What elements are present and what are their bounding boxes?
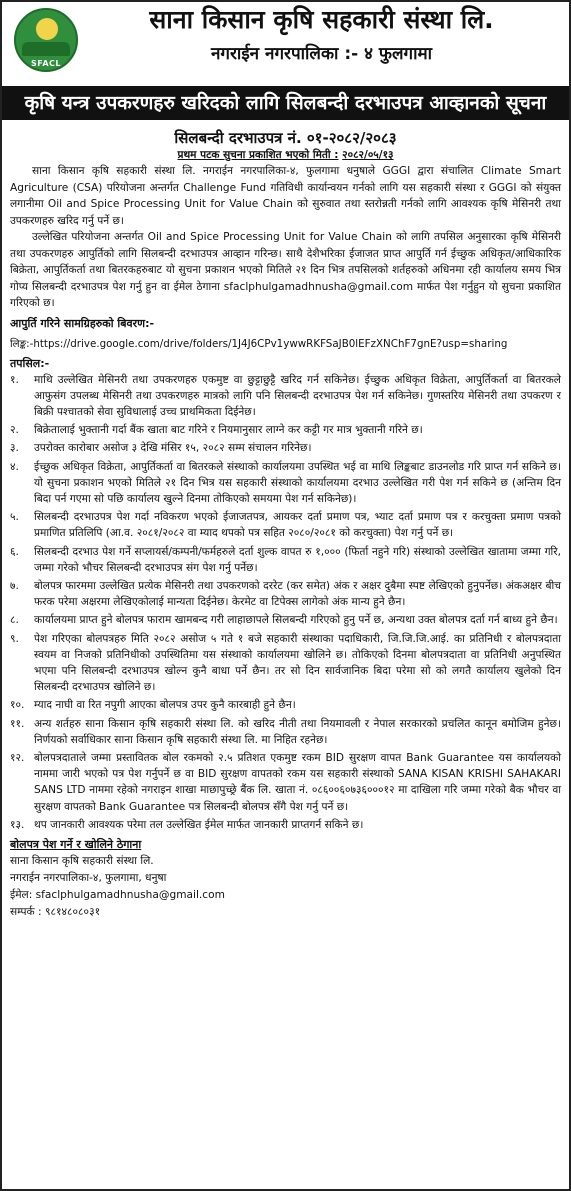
link-label: लिङ्क:-: [10, 337, 34, 350]
condition-text: सिलबन्दी दरभाउपत्र पेश गर्दा नविकरण भएको ईजाजतपत्र, आयकर दर्ता प्रमाण पत्र, भ्याट दर्ता प्रमाण पत्र र करचुक्ता प्रमाण पत्रको प्रमाणित प्रतिलिपि (आ.व. २०८१/२०८२ वा म्याद थपको पत्र सहित २०८०/२०८१ को करचुक्ता) पेश गर्नु पर्ने छ।: [34, 511, 561, 540]
tapsil-heading: तपसिल:-: [10, 356, 50, 370]
condition-item: [10, 716, 561, 748]
condition-text: ईच्छुक अधिकृत विक्रेता, आपुर्तिकर्ता वा बितरकले संस्थाको कार्यालयमा उपस्थित भई वा माथि लिङ्कबाट डाउनलोड गरि प्राप्त गर्न सकिने छ। यो सुचना प्रकाशन भएको मितिले २१ दिन भित्र यस सहकारी संस्थाको कार्यालयमा दरभाउ उल्लेखित गरी पेश गर्न सकिने छ (अन्तिम दिन बिदा पर्न गएमा सो पछि कार्यालय खुल्ने दिनमा तोकिएको समयमा पेश गर्न सकिनेछ)।: [34, 460, 561, 505]
org-name: साना किसान कृषि सहकारी संस्था लि.: [149, 5, 494, 34]
first-publication-date: २०८२/०५/१३: [342, 149, 394, 161]
condition-number: ५.: [10, 511, 19, 524]
condition-item: [10, 631, 561, 696]
condition-item: [10, 544, 561, 576]
intro-paragraph: साना किसान कृषि सहकारी संस्था लि. नगराईन नगरपालिका-४, फुलगामा धनुषाले GGGI द्वारा संचालित Climate Smart Agriculture (CSA) परियोजना अन्तर्गत Challenge Fund गतिविधी कार्यान्वयन गर्नको लागि यस सहकारी संस्था र GGGI को संयुक्त लगानीमा Oil and Spice Processing Unit for Value Chain को सुरुवात तथा स्तरोन्नती गर्नको लागि आवश्यक कृषि मेसिनरी तथा उपकरणहरु खरिद गर्नु पर्ने छ।: [10, 165, 561, 227]
condition-item: [10, 612, 561, 628]
condition-number: ३.: [10, 442, 19, 455]
drive-link[interactable]: https://drive.google.com/drive/folders/1J4J6CPv1ywwRKFSaJB0lEFzXNChF7gnE?usp=sharing: [33, 337, 508, 350]
condition-number: १३.: [10, 818, 25, 831]
condition-item: [10, 578, 561, 610]
condition-text: थप जानकारी आवश्यक परेमा तल उल्लेखित ईमेल मार्फत जानकारी प्राप्तगर्न सकिने छ।: [34, 818, 364, 831]
field-icon: [22, 42, 70, 56]
condition-number: ८.: [10, 614, 19, 627]
condition-text: अन्य शर्तहरु साना किसान कृषि सहकारी संस्था लि. को खरिद नीती तथा नियमावली र नेपाल सरकारको प्रचलित कानून बमोजिम हुनेछ। निर्णयको सर्वाधिकार साना किसान कृषि सहकारी संस्था लि. मा निहित रहनेछ।: [34, 717, 561, 746]
condition-text: बिक्रेतालाई भुक्तानी गर्दा बैंक खाता बाट गरिने र नियमानुसार लाग्ने कर कट्टी गर मात्र भुक्तानी गरिने छ।: [34, 424, 423, 437]
condition-item: [10, 750, 561, 815]
condition-text: म्याद नाघी वा रित नपुगी आएका बोलपत्र उपर कुनै कारबाही हुने छैन।: [34, 699, 296, 712]
condition-number: ६.: [10, 545, 19, 558]
notice-title: कृषि यन्त्र उपकरणहरु खरिदको लागि सिलबन्दी दरभाउपत्र आव्हानको सूचना: [2, 86, 569, 120]
condition-text: सिलबन्दी दरभाउ पेश गर्ने सप्लायर्स/कम्पनी/फर्महरुले दर्ता शुल्क वापत रु १,००० (फिर्ता नहुने गरि) संस्थाको उल्लेखित खातामा जम्मा गरि, जम्मा गरेको भौचर सिलबन्दी दरभाउपत्र संग पेश गर्नु पर्नेछ।: [34, 545, 561, 574]
condition-item: [10, 459, 561, 508]
condition-number: ११.: [10, 717, 25, 730]
municipality: नगराईन नगरपालिका :- ४ फुलगामा: [210, 44, 433, 64]
condition-number: २.: [10, 424, 19, 437]
tender-number: सिलबन्दी दरभाउपत्र नं. ०१-२०८२/२०८३: [174, 129, 397, 147]
call-paragraph: उल्लेखित परियोजना अन्तर्गत Oil and Spice Processing Unit for Value Chain को लागि तपसिल अनुसारका कृषि मेसिनरी तथा उपकरणहरु आपुर्तिको लागि सिलबन्दी दरभाउपत्र आव्हान गरिन्छ। साथै देशैभरिका ईजाजत प्राप्त आपुर्ति गर्न ईच्छुक अधिकृत/आधिकारिक बिक्रेता, आपुर्तिकर्ता तथा बितरकहरुबाट यो सुचना प्रकाशन भएको मितिले २१ दिन भित्र तपसिलको शर्तहरुको अधिनमा रही कार्यालय समय भित्र गोप्य सिलबन्दी दरभाउपत्र पेश गर्नु हुन वा ईमेल ठेगाना sfaclphulgamadhnusha@gmail.com मार्फत पेश गर्नुहुन यो सुचना प्रकाशित गरिएको छ।: [10, 231, 561, 309]
condition-item: [10, 422, 561, 438]
sfacl-logo: [14, 8, 78, 72]
condition-number: १२.: [10, 751, 25, 764]
condition-number: १०.: [10, 699, 25, 712]
drive-link-line: [10, 336, 561, 352]
condition-text: पेश गरिएका बोलपत्रहरु मिति २०८२ असोज ५ गते १ बजे सहकारी संस्थाका पदाधिकारी, जि.जि.जि.आई. का प्रतिनिधी र बोलपत्रदाता स्वयम वा निजको प्रतिनिधीको उपस्थितिमा यस संस्थाको कार्यालयमा खोलिने छ। तोकिएको दिनमा बोलपत्रदाता वा प्रतिनिधी अनुपस्थित भएमा पनि सिलबन्दी दरभाउपत्र खोल्न कुनै बाधा पर्ने छैन। तर सो दिन सार्वजानिक बिदा परेमा सो को लगतै कार्यालय खुलेको दिन सिलबन्दी दरभाउपत्र खोलिने छ।: [34, 632, 562, 694]
first-publication: [10, 148, 561, 163]
first-publication-label: प्रथम पटक सुचना प्रकाशित भएको मिती :: [177, 149, 339, 161]
condition-item: [10, 817, 561, 833]
condition-number: १.: [10, 373, 19, 386]
condition-number: ९.: [10, 632, 19, 645]
condition-item: [10, 372, 561, 421]
sun-icon: [36, 18, 58, 40]
condition-item: [10, 697, 561, 713]
condition-text: बोलपत्र फारममा उल्लेखित प्रत्येक मेसिनरी तथा उपकरणको दररेट (कर समेत) अंक र अक्षर दुबैमा स्पष्ट लेखिएको हुनुपर्नेछ। अंकअक्षर बीच फरक परेमा अक्षरमा लेखिएकोलाई मान्यता दिईनेछ। केरमेट वा टिपेक्स लागेको अंक मान्य हुने छैन।: [34, 579, 561, 609]
condition-number: ७.: [10, 579, 19, 592]
condition-text: कार्यालयमा प्राप्त हुने बोलपत्र फाराम खामबन्द गरी लाहाछापले सिलबन्दी गरिएको हुनु पर्ने छ, अन्यथा उक्त बोलपत्र दर्ता गर्न बाध्य हुने छैन।: [34, 614, 558, 627]
contact-org: साना किसान कृषि सहकारी संस्था लि.: [10, 854, 154, 867]
contact-heading: बोलपत्र पेश गर्ने र खोलिने ठेगाना: [10, 837, 142, 851]
conditions-list: [10, 372, 561, 833]
condition-item: [10, 440, 561, 456]
logo-text: SFACL: [31, 59, 61, 68]
contact-phone: सम्पर्क : ९८१४८०८०३१: [10, 905, 101, 918]
condition-text: बोलपत्रदाताले जम्मा प्रस्तावितक बोल रकमको २.५ प्रतिशत एकमुष्ट रकम BID सुरक्षण वापत Bank Guarantee यस कार्यालयको नाममा जारी भएको पत्र पेश गर्नुपर्ने छ वा BID सुरक्षण वापतको रकम यस सहकारी संस्थाको SANA KISAN KRISHI SAHAKARI SANS LTD नाममा रहेको नगराइन शाखा माछापुच्छ्रे बैंक लि. खाता नं. ०८६००६०७३६०००१२ मा दाखिला गरि जम्मा गरेको बैक भौचर वा सुरक्षण वापतको Bank Guarantee पत्र सिलबन्दी बोलपत्र सँगै पेश गर्नु पर्ने छ।: [34, 751, 561, 813]
condition-number: ४.: [10, 460, 19, 473]
condition-item: [10, 509, 561, 541]
condition-text: माथि उल्लेखित मेसिनरी तथा उपकरणहरु एकमुष्ट वा छुट्टाछुट्टै खरिद गर्न सकिनेछ। ईच्छुक अधिकृत विक्रेता, आपुर्तिकर्ता वा बितरकले आफुसंग उपलब्ध मेसिनरी तथा उपकरणहरु मात्रको लागि पनि सिलबन्दी दरभाउपत्र पेश गर्न सकिनेछ। गुणस्तरिय मेसिनरी तथा उपकरण र बिक्री पश्चातको सेवा सुविधालाई उच्च प्राथमिकता दिईनेछ।: [34, 373, 561, 418]
header: [10, 2, 561, 86]
contact-address: नगराईन नगरपालिका-४, फुलगामा, धनुषा: [10, 871, 167, 884]
condition-text: उपरोक्त कारोबार असोज ३ देखि मंसिर १५, २०८२ सम्म संचालन गरिनेछ।: [34, 442, 312, 455]
contact-email[interactable]: ईमेल: sfaclphulgamadhnusha@gmail.com: [10, 888, 225, 901]
supply-heading: आपुर्ति गरिने सामग्रिहरुको बिवरण:-: [10, 316, 155, 330]
